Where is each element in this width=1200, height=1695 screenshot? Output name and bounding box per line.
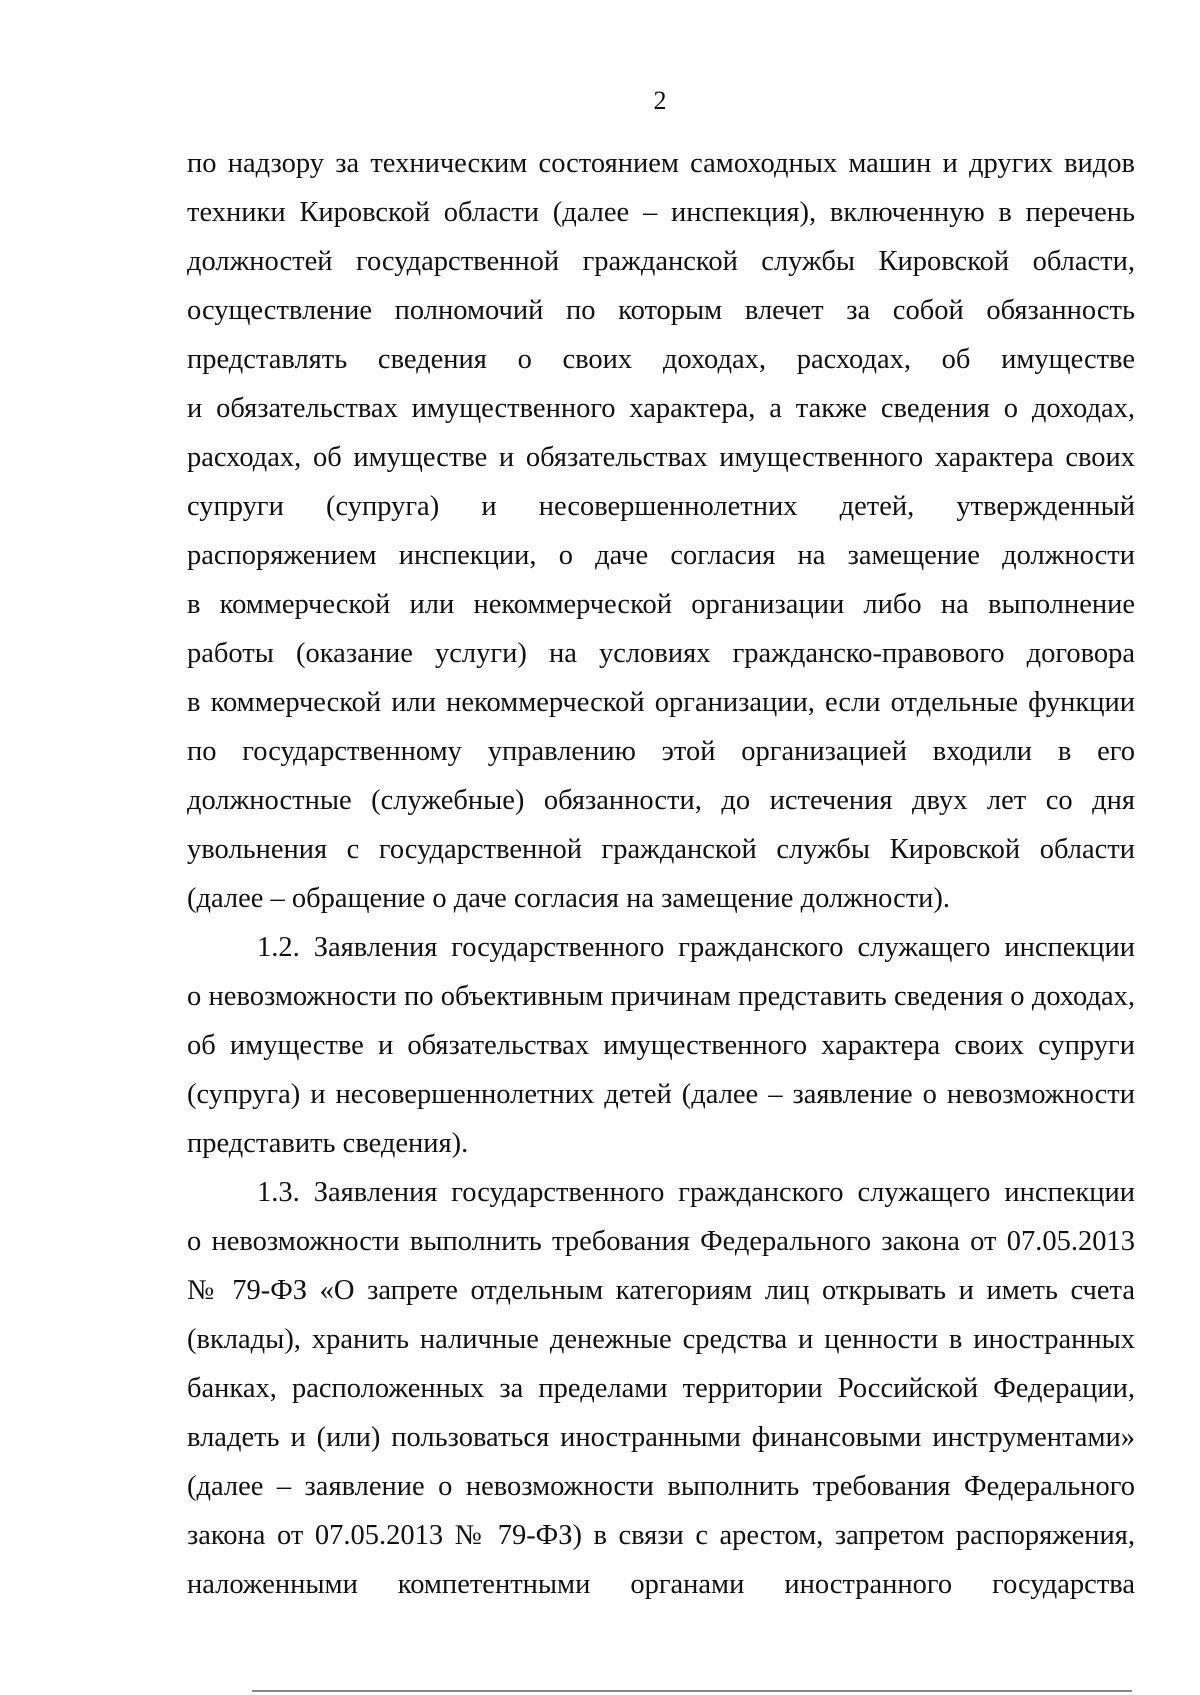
text-line: в коммерческой или некоммерческой организации либо на выполнение [187,589,1135,620]
text-line: о невозможности по объективным причинам представить сведения о доходах, [187,981,1135,1012]
text-line: (вклады), хранить наличные денежные средства и ценности в иностранных [187,1324,1135,1355]
text-line: осуществление полномочий по которым влечет за собой обязанность [187,295,1135,326]
text-line: представлять сведения о своих доходах, расходах, об имуществе [187,344,1135,375]
text-line: № 79-ФЗ «О запрете отдельным категориям лиц открывать и иметь счета [187,1275,1135,1306]
page-bottom-rule [252,1690,1132,1692]
text-line: в коммерческой или некоммерческой организации, если отдельные функции [187,687,1135,718]
text-line: и обязательствах имущественного характера, а также сведения о доходах, [187,393,1135,424]
text-line: распоряжением инспекции, о даче согласия на замещение должности [187,540,1135,571]
text-line: (далее – заявление о невозможности выполнить требования Федерального [187,1471,1135,1502]
text-line: должностей государственной гражданской службы Кировской области, [187,246,1135,277]
paragraph-last-line: (далее – обращение о даче согласия на замещение должности). [187,883,951,914]
text-line: по надзору за техническим состоянием самоходных машин и других видов [187,148,1135,179]
text-line: (супруга) и несовершеннолетних детей (далее – заявление о невозможности [187,1079,1135,1110]
text-line: техники Кировской области (далее – инспекция), включенную в перечень [187,197,1135,228]
text-line: об имуществе и обязательствах имущественного характера своих супруги [187,1030,1135,1061]
text-line: увольнения с государственной гражданской службы Кировской области [187,834,1135,865]
paragraph-1-3-first-line: 1.3. Заявления государственного гражданского служащего инспекции [257,1177,1135,1208]
text-line: о невозможности выполнить требования Федерального закона от 07.05.2013 [187,1226,1135,1257]
text-line: расходах, об имуществе и обязательствах имущественного характера своих [187,442,1135,473]
text-line: должностные (служебные) обязанности, до истечения двух лет со дня [187,785,1135,816]
text-line: работы (оказание услуги) на условиях гражданско-правового договора [187,638,1135,669]
text-line: по государственному управлению этой организацией входили в его [187,736,1135,767]
text-line: владеть и (или) пользоваться иностранными финансовыми инструментами» [187,1422,1135,1453]
text-line: супруги (супруга) и несовершеннолетних детей, утвержденный [187,491,1135,522]
text-line: наложенными компетентными органами иностранного государства [187,1569,1135,1600]
paragraph-1-2-first-line: 1.2. Заявления государственного гражданского служащего инспекции [257,932,1135,963]
document-body [187,139,1135,1609]
text-line: закона от 07.05.2013 № 79-ФЗ) в связи с арестом, запретом распоряжения, [187,1520,1135,1551]
page-number: 2 [653,86,667,115]
paragraph-last-line: представить сведения). [187,1128,469,1159]
text-line: банках, расположенных за пределами территории Российской Федерации, [187,1373,1135,1404]
